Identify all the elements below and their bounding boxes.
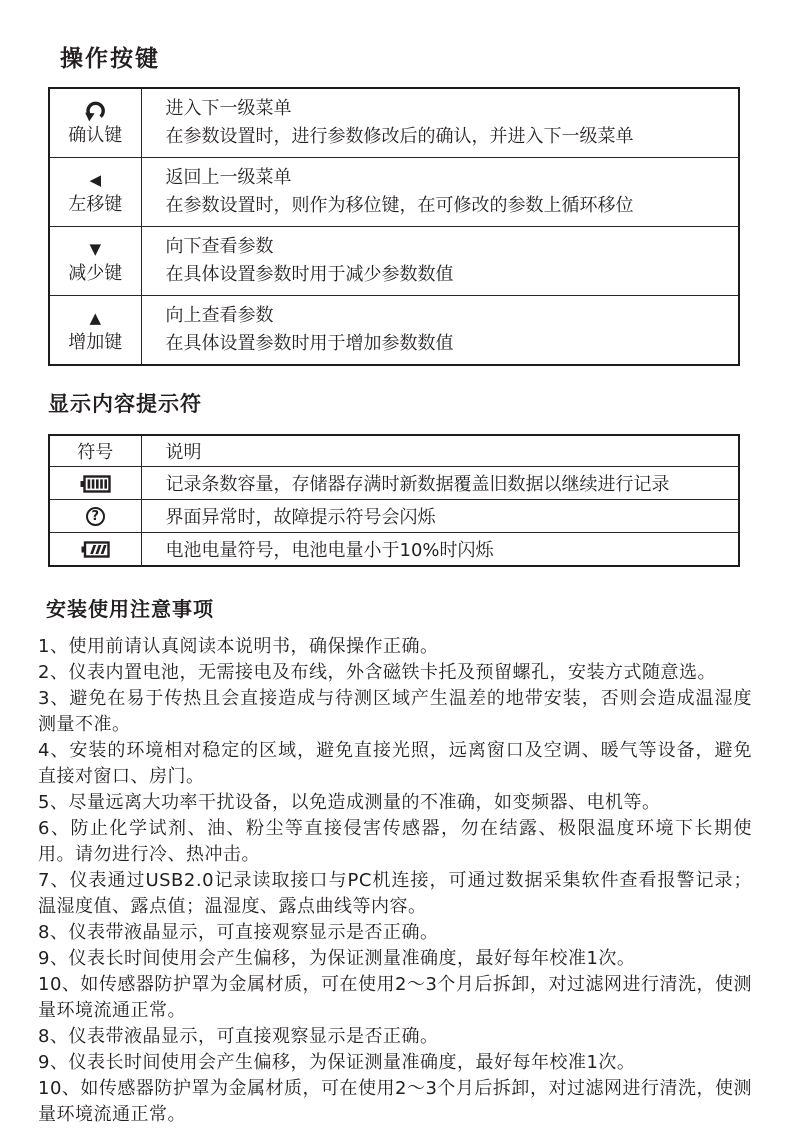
up-triangle-icon: ▲	[89, 308, 102, 327]
display-symbols-table	[48, 434, 740, 567]
left-triangle-icon: ◀	[89, 170, 102, 189]
key-label: 确认键	[68, 124, 123, 146]
note-item: 9、仪表长时间使用会产生偏移，为保证测量准确度，最好每年校准1次。	[38, 1051, 636, 1073]
key-desc-line2: 在参数设置时，则作为移位键，在可修改的参数上循环移位	[165, 195, 634, 216]
key-label: 左移键	[68, 193, 123, 215]
operation-keys-table	[48, 87, 740, 366]
note-item: 3、避免在易于传热且会直接造成与待测区域产生温差的地带安装，否则会造成温湿度测量不准。	[38, 687, 752, 735]
section-title-display-symbols: 显示内容提示符	[48, 392, 202, 416]
table-header-row	[49, 435, 739, 467]
note-item: 8、仪表带液晶显示，可直接观察显示是否正确。	[38, 921, 439, 943]
key-desc-line1: 进入下一级菜单	[165, 98, 292, 119]
symbol-description: 电池电量符号，电池电量小于10%时闪烁	[141, 533, 739, 566]
note-item: 1、使用前请认真阅读本说明书，确保操作正确。	[38, 635, 439, 657]
key-label: 增加键	[68, 331, 123, 353]
symbol-description: 记录条数容量，存储器存满时新数据覆盖旧数据以继续进行记录	[141, 467, 739, 500]
key-desc-line2: 在具体设置参数时用于减少参数数值	[165, 264, 454, 285]
key-desc-line1: 向下查看参数	[165, 236, 274, 257]
installation-notes-list	[38, 634, 752, 1128]
key-desc-line1: 向上查看参数	[165, 305, 274, 326]
table-row	[49, 158, 739, 227]
battery-level-icon	[81, 539, 110, 558]
table-row	[49, 296, 739, 366]
table-row	[49, 500, 739, 533]
note-item: 10、如传感器防护罩为金属材质，可在使用2～3个月后拆卸，对过滤网进行清洗，使测量环境流通正常。	[38, 1077, 752, 1125]
column-header-description: 说明	[141, 435, 739, 467]
note-item: 6、防止化学试剂、油、粉尘等直接侵害传感器，勿在结露、极限温度环境下长期使用。请勿进行冷、热冲击。	[38, 817, 752, 865]
question-circle-icon: ?	[86, 507, 105, 526]
key-label: 减少键	[68, 262, 123, 284]
confirm-loop-arrow-icon	[50, 99, 141, 123]
note-item: 7、仪表通过USB2.0记录读取接口与PC机连接，可通过数据采集软件查看报警记录；温湿度值、露点值；温湿度、露点曲线等内容。	[38, 869, 752, 917]
key-desc-line1: 返回上一级菜单	[165, 167, 292, 188]
symbol-description: 界面异常时，故障提示符号会闪烁	[141, 500, 739, 533]
section-title-operation-keys: 操作按键	[60, 46, 160, 72]
key-desc-line2: 在具体设置参数时用于增加参数数值	[165, 333, 454, 354]
table-row	[49, 88, 739, 158]
section-title-installation-notes: 安装使用注意事项	[46, 596, 214, 621]
note-item: 2、仪表内置电池，无需接电及布线，外含磁铁卡托及预留螺孔，安装方式随意选。	[38, 661, 716, 683]
note-item: 10、如传感器防护罩为金属材质，可在使用2～3个月后拆卸，对过滤网进行清洗，使测量环境流通正常。	[38, 973, 752, 1021]
column-header-symbol: 符号	[49, 435, 141, 467]
key-desc-line2: 在参数设置时，进行参数修改后的确认，并进入下一级菜单	[165, 126, 634, 147]
note-item: 5、尽量远离大功率干扰设备，以免造成测量的不准确，如变频器、电机等。	[38, 791, 661, 813]
table-row	[49, 467, 739, 500]
down-triangle-icon: ▼	[89, 239, 102, 258]
note-item: 4、安装的环境相对稳定的区域，避免直接光照，远离窗口及空调、暖气等设备，避免直接对窗口、房门。	[38, 739, 752, 787]
table-row	[49, 227, 739, 296]
note-item: 8、仪表带液晶显示，可直接观察显示是否正确。	[38, 1025, 439, 1047]
table-row	[49, 533, 739, 566]
note-item: 9、仪表长时间使用会产生偏移，为保证测量准确度，最好每年校准1次。	[38, 947, 636, 969]
record-capacity-bars-icon	[80, 473, 111, 492]
